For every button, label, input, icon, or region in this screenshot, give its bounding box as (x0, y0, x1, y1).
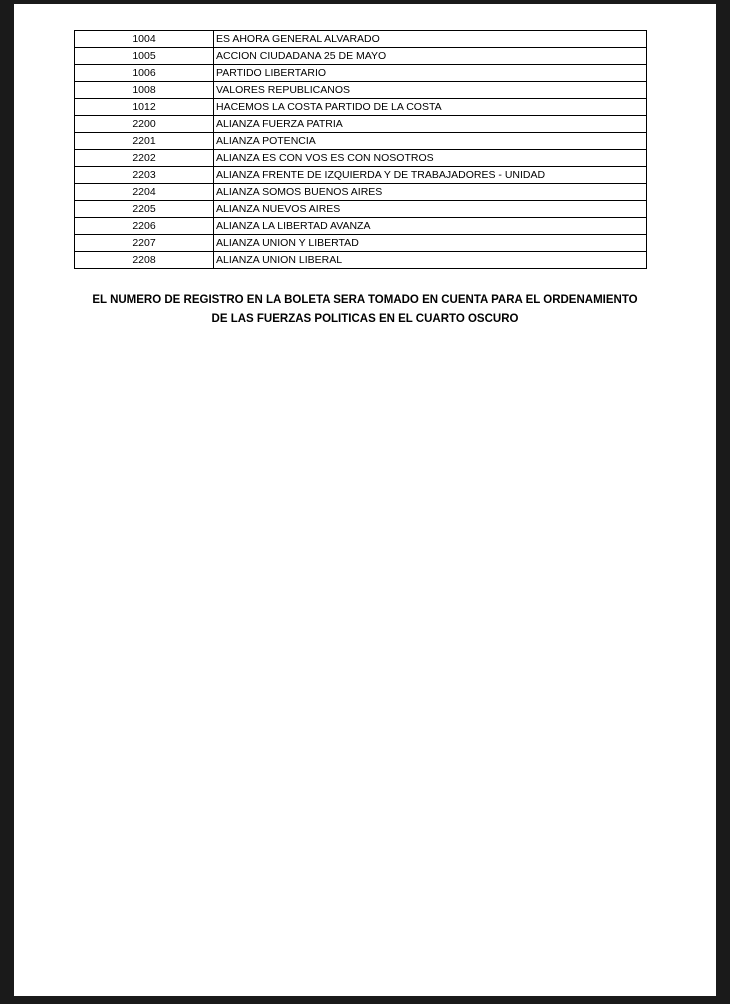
party-name: ALIANZA NUEVOS AIRES (214, 201, 647, 218)
table-row (75, 252, 647, 269)
table-row (75, 150, 647, 167)
table-row (75, 133, 647, 150)
table-row (75, 48, 647, 65)
registry-table (74, 30, 647, 269)
party-name: HACEMOS LA COSTA PARTIDO DE LA COSTA (214, 99, 647, 116)
registry-table-body (75, 31, 647, 269)
party-name: ALIANZA UNION LIBERAL (214, 252, 647, 269)
table-row (75, 201, 647, 218)
party-name: PARTIDO LIBERTARIO (214, 65, 647, 82)
registry-number: 2204 (75, 184, 214, 201)
party-name: VALORES REPUBLICANOS (214, 82, 647, 99)
party-name: ALIANZA SOMOS BUENOS AIRES (214, 184, 647, 201)
table-row (75, 116, 647, 133)
registry-number: 1012 (75, 99, 214, 116)
table-row (75, 184, 647, 201)
party-name: ALIANZA FRENTE DE IZQUIERDA Y DE TRABAJADORES - UNIDAD (214, 167, 647, 184)
registry-number: 2208 (75, 252, 214, 269)
party-name: ALIANZA ES CON VOS ES CON NOSOTROS (214, 150, 647, 167)
table-row (75, 31, 647, 48)
registry-number: 2201 (75, 133, 214, 150)
ordering-note-line-1: EL NUMERO DE REGISTRO EN LA BOLETA SERA TOMADO EN CUENTA PARA EL ORDENAMIENTO (92, 294, 638, 306)
registry-number: 1004 (75, 31, 214, 48)
party-name: ALIANZA LA LIBERTAD AVANZA (214, 218, 647, 235)
table-row (75, 235, 647, 252)
table-row (75, 99, 647, 116)
table-row (75, 167, 647, 184)
registry-number: 1008 (75, 82, 214, 99)
registry-number: 1005 (75, 48, 214, 65)
registry-number: 2202 (75, 150, 214, 167)
registry-number: 2205 (75, 201, 214, 218)
ordering-note (54, 291, 676, 329)
party-name: ALIANZA FUERZA PATRIA (214, 116, 647, 133)
table-row (75, 218, 647, 235)
table-row (75, 65, 647, 82)
registry-number: 2207 (75, 235, 214, 252)
party-name: ACCION CIUDADANA 25 DE MAYO (214, 48, 647, 65)
registry-number: 2206 (75, 218, 214, 235)
ordering-note-line-2: DE LAS FUERZAS POLITICAS EN EL CUARTO OSCURO (211, 313, 519, 325)
table-row (75, 82, 647, 99)
party-name: ALIANZA UNION Y LIBERTAD (214, 235, 647, 252)
registry-number: 2203 (75, 167, 214, 184)
party-name: ES AHORA GENERAL ALVARADO (214, 31, 647, 48)
document-page (14, 4, 716, 996)
registry-number: 2200 (75, 116, 214, 133)
registry-number: 1006 (75, 65, 214, 82)
party-name: ALIANZA POTENCIA (214, 133, 647, 150)
